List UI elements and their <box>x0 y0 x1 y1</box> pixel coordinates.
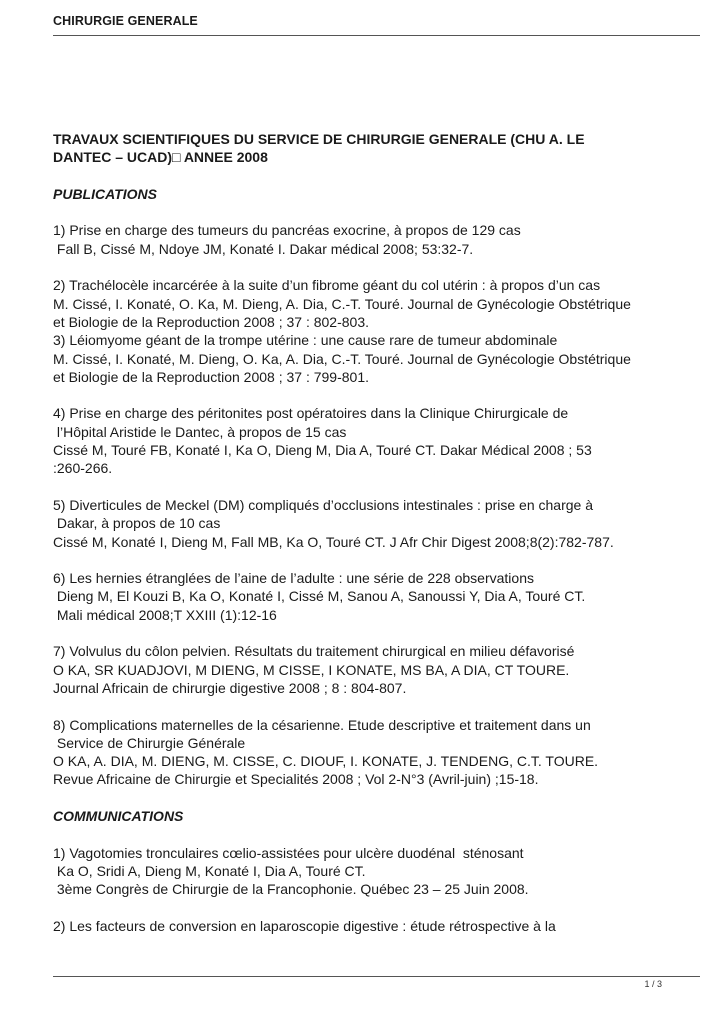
entry-line: O KA, A. DIA, M. DIENG, M. CISSE, C. DIOUF, I. KONATE, J. TENDENG, C.T. TOURE. <box>53 753 599 770</box>
document-body <box>53 130 703 953</box>
entry-line: l’Hôpital Aristide le Dantec, à propos de 15 cas <box>53 423 347 440</box>
publication-entry <box>53 496 703 551</box>
entry-line: Journal Africain de chirurgie digestive 2008 ; 8 : 804-807. <box>53 679 407 696</box>
footer-divider <box>53 976 700 977</box>
entry-line: Fall B, Cissé M, Ndoye JM, Konaté I. Dakar médical 2008; 53:32-7. <box>53 240 474 257</box>
publication-entry <box>53 569 703 624</box>
entry-line: Ka O, Sridi A, Dieng M, Konaté I, Dia A, Touré CT. <box>53 862 366 879</box>
entry-line: 7) Volvulus du côlon pelvien. Résultats du traitement chirurgical en milieu défavorisé <box>53 643 575 660</box>
entry-line: 8) Complications maternelles de la césarienne. Etude descriptive et traitement dans un <box>53 716 591 733</box>
publication-entry <box>53 221 703 258</box>
communication-entry <box>53 844 703 899</box>
entry-line: Dakar, à propos de 10 cas <box>53 515 221 532</box>
header-divider <box>53 35 700 36</box>
entry-line: 1) Vagotomies tronculaires cœlio-assistées pour ulcère duodénal sténosant <box>53 844 524 861</box>
entry-line: 2) Trachélocèle incarcérée à la suite d’un fibrome géant du col utérin : à propos d’un cas <box>53 277 601 294</box>
entry-line: :260-266. <box>53 460 113 477</box>
page-number: 1 / 3 <box>644 979 662 989</box>
communication-entry <box>53 917 703 935</box>
entry-line: 4) Prise en charge des péritonites post opératoires dans la Clinique Chirurgicale de <box>53 405 569 422</box>
entry-line: M. Cissé, I. Konaté, M. Dieng, O. Ka, A. Dia, C.-T. Touré. Journal de Gynécologie Obstétrique <box>53 350 631 367</box>
publication-entry <box>53 642 703 697</box>
publication-entry <box>53 404 703 477</box>
publication-entry <box>53 331 703 386</box>
document-title <box>53 130 703 167</box>
title-line: TRAVAUX SCIENTIFIQUES DU SERVICE DE CHIRURGIE GENERALE (CHU A. LE <box>53 131 585 147</box>
entry-line: Cissé M, Touré FB, Konaté I, Ka O, Dieng M, Dia A, Touré CT. Dakar Médical 2008 ; 53 <box>53 442 592 459</box>
entry-line: 6) Les hernies étranglées de l’aine de l’adulte : une série de 228 observations <box>53 570 534 587</box>
entry-line: Cissé M, Konaté I, Dieng M, Fall MB, Ka O, Touré CT. J Afr Chir Digest 2008;8(2):782-787. <box>53 533 614 550</box>
entry-line: 3ème Congrès de Chirurgie de la Francophonie. Québec 23 – 25 Juin 2008. <box>53 881 529 898</box>
entry-line: et Biologie de la Reproduction 2008 ; 37 : 802-803. <box>53 313 370 330</box>
entry-line: 2) Les facteurs de conversion en laparoscopie digestive : étude rétrospective à la <box>53 917 556 934</box>
entry-line: Dieng M, El Kouzi B, Ka O, Konaté I, Cissé M, Sanou A, Sanoussi Y, Dia A, Touré CT. <box>53 588 586 605</box>
entry-line: 5) Diverticules de Meckel (DM) compliqués d’occlusions intestinales : prise en charge à <box>53 496 594 513</box>
publication-entry <box>53 716 703 789</box>
entry-line: Mali médical 2008;T XXIII (1):12-16 <box>53 606 277 623</box>
title-line: DANTEC – UCAD)□ ANNEE 2008 <box>53 149 268 166</box>
publication-entry <box>53 276 703 331</box>
communications-heading: COMMUNICATIONS <box>53 807 184 824</box>
publications-heading: PUBLICATIONS <box>53 185 157 202</box>
entry-line: et Biologie de la Reproduction 2008 ; 37 : 799-801. <box>53 368 370 385</box>
entry-line: 3) Léiomyome géant de la trompe utérine : une cause rare de tumeur abdominale <box>53 332 558 349</box>
entry-line: 1) Prise en charge des tumeurs du pancréas exocrine, à propos de 129 cas <box>53 222 521 239</box>
entry-line: M. Cissé, I. Konaté, O. Ka, M. Dieng, A. Dia, C.-T. Touré. Journal de Gynécologie Obstétrique <box>53 295 631 312</box>
entry-line: Revue Africaine de Chirurgie et Specialités 2008 ; Vol 2-N°3 (Avril-juin) ;15-18. <box>53 771 539 788</box>
entry-line: Service de Chirurgie Générale <box>53 734 246 751</box>
running-header: CHIRURGIE GENERALE <box>53 14 198 28</box>
entry-line: O KA, SR KUADJOVI, M DIENG, M CISSE, I KONATE, MS BA, A DIA, CT TOURE. <box>53 661 570 678</box>
